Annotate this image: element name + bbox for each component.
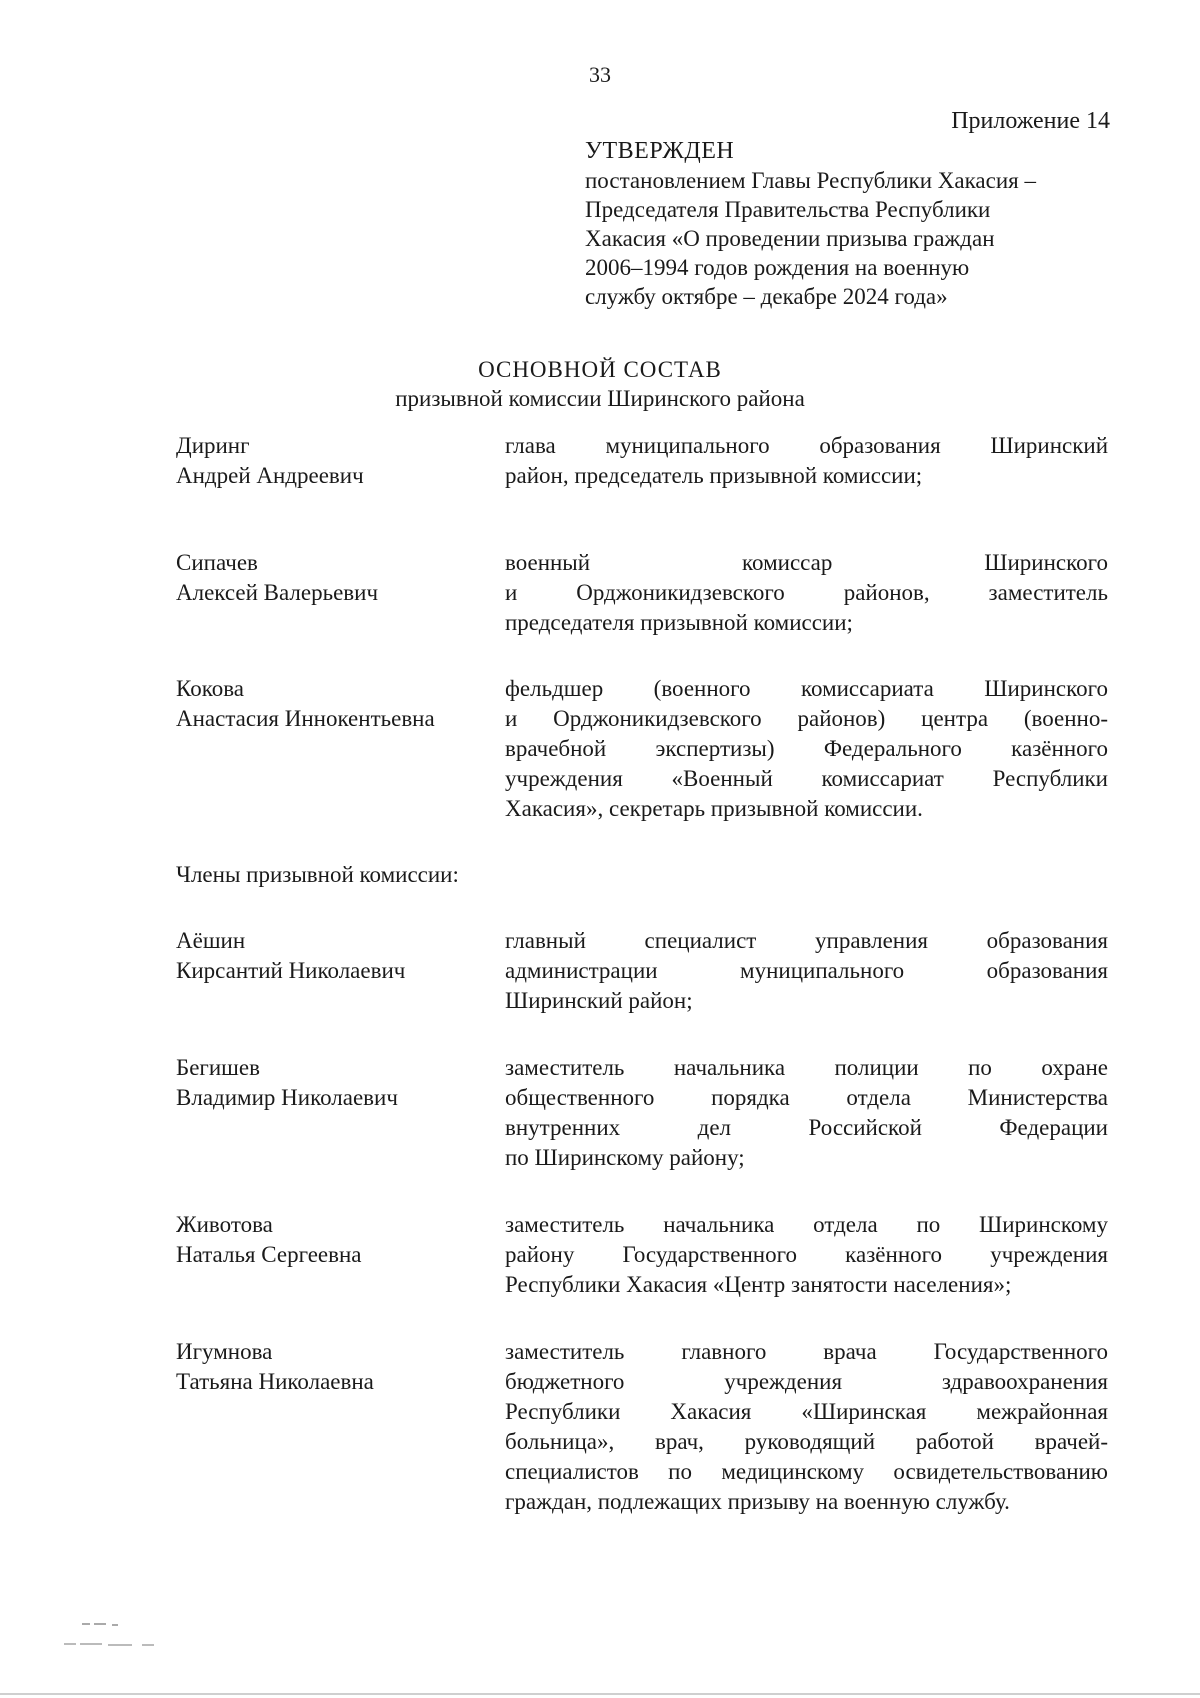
approval-line: Хакасия «О проведении призыва граждан <box>585 226 995 251</box>
bottom-rule <box>0 1693 1200 1695</box>
role-line: Ширинский район; <box>505 988 693 1013</box>
title-sub: призывной комиссии Ширинского района <box>395 386 805 411</box>
member-role <box>505 1337 1108 1517</box>
role-line: заместитель начальника полиции по охране <box>505 1055 1108 1080</box>
member-name <box>176 548 496 608</box>
role-line: глава муниципального образования Ширинский <box>505 433 1108 458</box>
member-given-name: Владимир Николаевич <box>176 1085 398 1110</box>
role-line: и Орджоникидзевского районов, заместитель <box>505 580 1108 605</box>
approval-line: 2006–1994 годов рождения на военную <box>585 255 970 280</box>
role-line: заместитель начальника отдела по Ширинскому <box>505 1212 1108 1237</box>
member-role <box>505 1053 1108 1173</box>
member-role <box>505 431 1108 491</box>
member-given-name: Анастасия Иннокентьевна <box>176 706 435 731</box>
role-line: больница», врач, руководящий работой врачей- <box>505 1429 1108 1454</box>
member-surname: Бегишев <box>176 1055 260 1080</box>
role-line: председателя призывной комиссии; <box>505 610 853 635</box>
role-line: администрации муниципального образования <box>505 958 1108 983</box>
member-surname: Диринг <box>176 433 250 458</box>
member-given-name: Татьяна Николаевна <box>176 1369 374 1394</box>
role-line: заместитель главного врача Государственного <box>505 1339 1108 1364</box>
approval-block <box>585 137 1105 311</box>
member-name <box>176 431 496 491</box>
member-surname: Сипачев <box>176 550 258 575</box>
role-line: внутренних дел Российской Федерации <box>505 1115 1108 1140</box>
role-line: и Орджоникидзевского районов) центра (военно- <box>505 706 1108 731</box>
role-line: Республики Хакасия «Центр занятости населения»; <box>505 1272 1012 1297</box>
role-line: врачебной экспертизы) Федерального казённого <box>505 736 1108 761</box>
member-name <box>176 1337 496 1397</box>
role-line: военный комиссар Ширинского <box>505 550 1108 575</box>
role-line: главный специалист управления образования <box>505 928 1108 953</box>
role-line: Республики Хакасия «Ширинская межрайонная <box>505 1399 1108 1424</box>
member-name <box>176 926 496 986</box>
role-line: фельдшер (военного комиссариата Ширинского <box>505 676 1108 701</box>
member-role <box>505 548 1108 638</box>
role-line: общественного порядка отдела Министерства <box>505 1085 1108 1110</box>
document-title <box>0 355 1200 413</box>
member-given-name: Андрей Андреевич <box>176 463 364 488</box>
member-role <box>505 926 1108 1016</box>
member-given-name: Кирсантий Николаевич <box>176 958 406 983</box>
approval-line: службу октябре – декабре 2024 года» <box>585 284 948 309</box>
role-line: бюджетного учреждения здравоохранения <box>505 1369 1108 1394</box>
member-given-name: Алексей Валерьевич <box>176 580 379 605</box>
role-line: учреждения «Военный комиссариат Республики <box>505 766 1108 791</box>
page-number: 33 <box>589 62 611 87</box>
member-role <box>505 674 1108 824</box>
faint-stamp-mark <box>62 1616 202 1662</box>
member-name <box>176 1210 496 1270</box>
member-given-name: Наталья Сергеевна <box>176 1242 362 1267</box>
members-heading: Члены призывной комиссии: <box>176 862 459 887</box>
stamp-scribble-icon <box>62 1616 202 1656</box>
appendix-label: Приложение 14 <box>951 108 1110 134</box>
member-surname: Кокова <box>176 676 244 701</box>
member-surname: Животова <box>176 1212 273 1237</box>
role-line: специалистов по медицинскому освидетельствованию <box>505 1459 1108 1484</box>
approval-line: постановлением Главы Республики Хакасия – <box>585 168 1036 193</box>
role-line: району Государственного казённого учреждения <box>505 1242 1108 1267</box>
member-name <box>176 674 496 734</box>
approved-heading: УТВЕРЖДЕН <box>585 138 735 164</box>
role-line: район, председатель призывной комиссии; <box>505 463 923 488</box>
role-line: по Ширинскому району; <box>505 1145 745 1170</box>
role-line: граждан, подлежащих призыву на военную службу. <box>505 1489 1010 1514</box>
member-surname: Игумнова <box>176 1339 273 1364</box>
approval-line: Председателя Правительства Республики <box>585 197 991 222</box>
role-line: Хакасия», секретарь призывной комиссии. <box>505 796 923 821</box>
member-surname: Аёшин <box>176 928 246 953</box>
member-role <box>505 1210 1108 1300</box>
title-main: ОСНОВНОЙ СОСТАВ <box>478 357 722 382</box>
member-name <box>176 1053 496 1113</box>
